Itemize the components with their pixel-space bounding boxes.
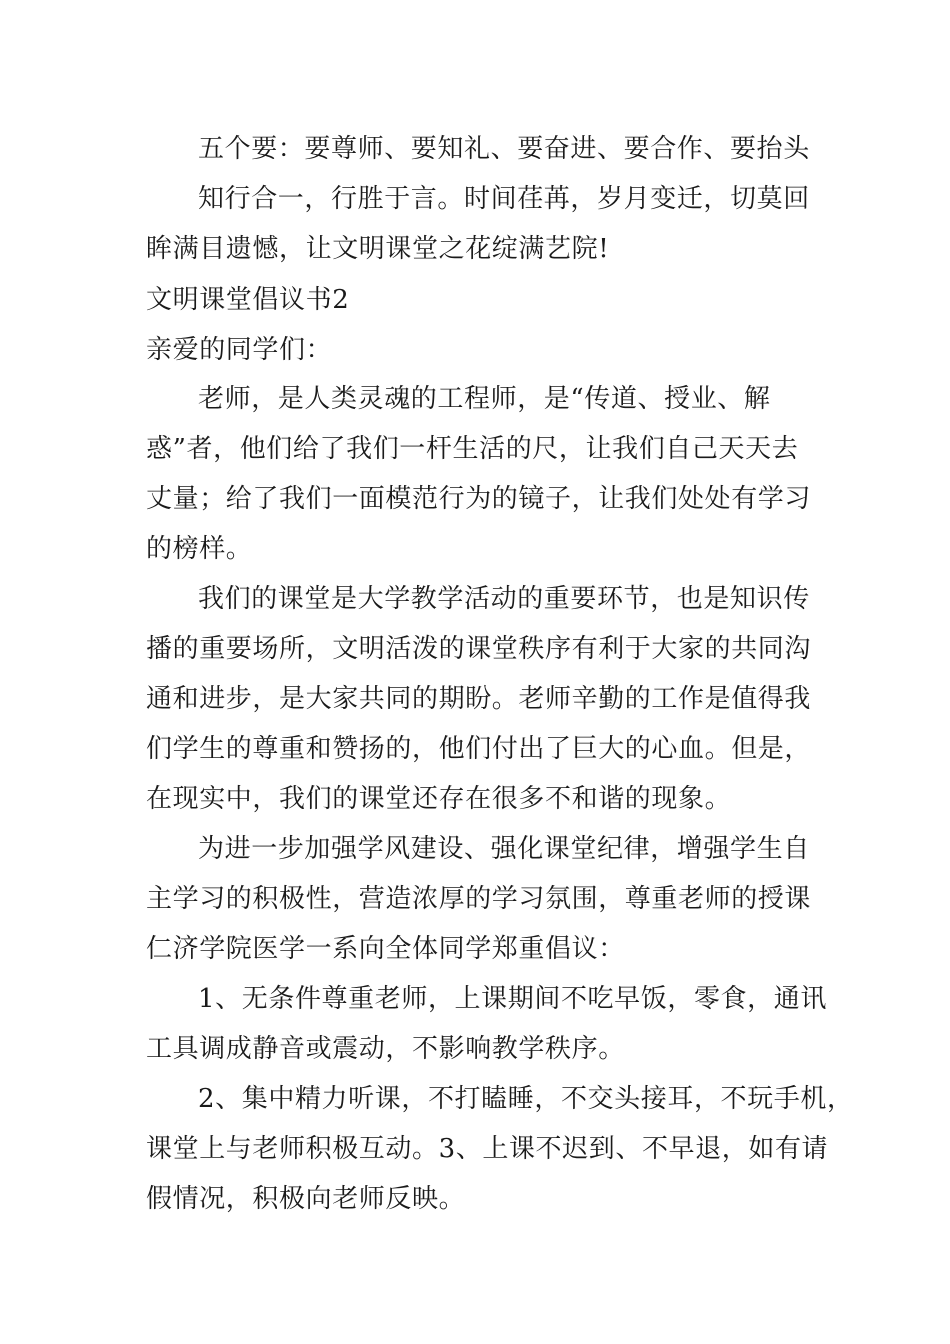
text-line: 我们的课堂是大学教学活动的重要环节，也是知识传 xyxy=(198,584,810,614)
text-line: 工具调成静音或震动，不影响教学秩序。 xyxy=(146,1034,625,1064)
text-line: 仁济学院医学一系向全体同学郑重倡议： xyxy=(146,934,625,964)
text-line: 五个要：要尊师、要知礼、要奋进、要合作、要抬头 xyxy=(198,134,810,164)
text-line: 通和进步，是大家共同的期盼。老师辛勤的工作是值得我 xyxy=(146,684,812,714)
text-line: 的榜样。 xyxy=(146,534,253,564)
text-line: 播的重要场所，文明活泼的课堂秩序有利于大家的共同沟 xyxy=(146,634,812,664)
text-line: 们学生的尊重和赞扬的，他们付出了巨大的心血。但是， xyxy=(146,734,812,764)
text-line: 惑”者，他们给了我们一杆生活的尺，让我们自己天天去 xyxy=(146,434,799,464)
text-line: 老师，是人类灵魂的工程师，是“传道、授业、解 xyxy=(198,384,771,414)
text-line: 在现实中，我们的课堂还存在很多不和谐的现象。 xyxy=(146,784,732,814)
text-line: 主学习的积极性，营造浓厚的学习氛围，尊重老师的授课 xyxy=(146,884,812,914)
text-line: 2、集中精力听课，不打瞌睡，不交头接耳，不玩手机， xyxy=(198,1084,854,1114)
text-line: 1、无条件尊重老师，上课期间不吃早饭，零食，通讯 xyxy=(198,984,827,1014)
text-line: 为进一步加强学风建设、强化课堂纪律，增强学生自 xyxy=(198,834,810,864)
text-line: 假情况，积极向老师反映。 xyxy=(146,1184,466,1214)
text-line: 知行合一，行胜于言。时间荏苒，岁月变迁，切莫回 xyxy=(198,184,810,214)
salutation: 亲爱的同学们： xyxy=(146,335,333,365)
text-line: 课堂上与老师积极互动。3、上课不迟到、不早退，如有请 xyxy=(146,1134,829,1164)
text-line: 眸满目遗憾，让文明课堂之花绽满艺院! xyxy=(146,234,610,264)
text-line: 丈量；给了我们一面模范行为的镜子，让我们处处有学习 xyxy=(146,484,812,514)
section-title: 文明课堂倡议书2 xyxy=(146,285,350,315)
